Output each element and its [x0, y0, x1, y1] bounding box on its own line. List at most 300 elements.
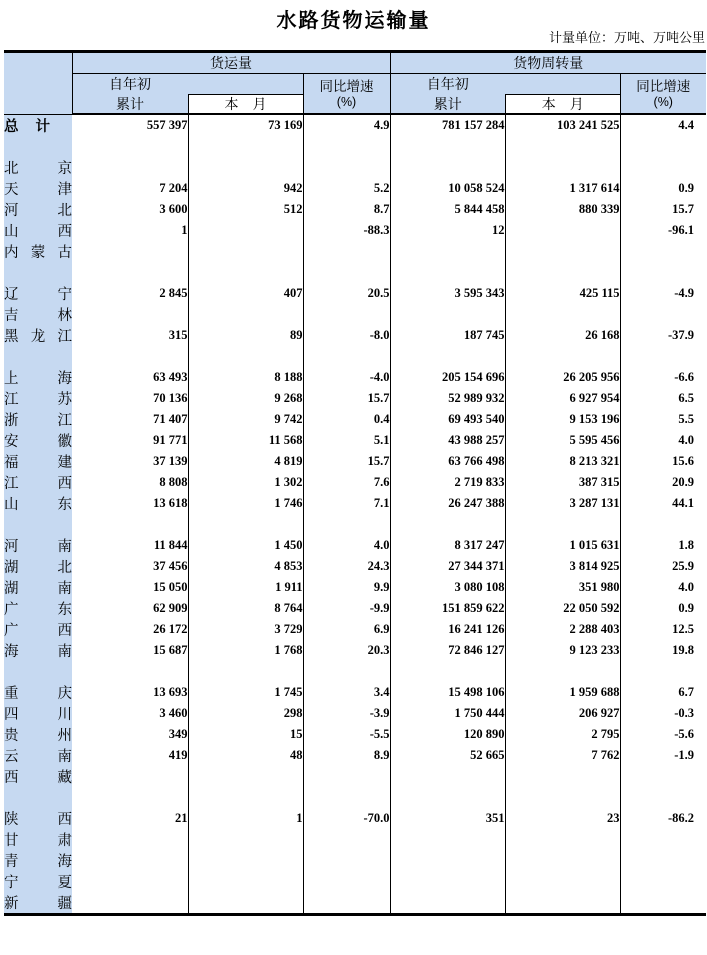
value-cell: -4.9: [674, 286, 695, 300]
value-cell: [188, 157, 303, 178]
value-cell: -3.9: [303, 703, 390, 724]
value-cell: 5 595 456: [505, 430, 620, 451]
value-cell: [390, 829, 505, 850]
value-cell: [303, 241, 390, 262]
value-cell: -0.3: [674, 706, 695, 720]
province-cell: [4, 787, 72, 808]
spacer-row: [4, 136, 706, 157]
value-cell: 387 315: [505, 472, 620, 493]
value-cell: 4.4: [678, 118, 695, 132]
value-cell: [390, 304, 505, 325]
table-row: [4, 114, 706, 136]
value-cell: [72, 304, 188, 325]
value-cell: [72, 766, 188, 787]
value-cell: -6.6: [674, 370, 695, 384]
value-cell: 407: [188, 283, 303, 304]
value-cell: [505, 661, 620, 682]
value-cell: 62 909: [72, 598, 188, 619]
value-cell: 12.5: [672, 622, 695, 636]
value-cell: -70.0: [303, 808, 390, 829]
value-cell: 7 762: [505, 745, 620, 766]
value-cell: 0.9: [678, 601, 695, 615]
value-cell: 351 980: [505, 577, 620, 598]
value-cell: 1 745: [188, 682, 303, 703]
value-cell: 4 819: [188, 451, 303, 472]
page-title: 水路货物运输量: [276, 10, 431, 32]
province-cell: [4, 661, 72, 682]
value-cell: [620, 787, 706, 808]
value-cell: 16 241 126: [390, 619, 505, 640]
value-cell: 2 719 833: [390, 472, 505, 493]
province-cell: 河 北: [4, 199, 72, 220]
value-cell: 11 568: [188, 430, 303, 451]
value-cell: 24.3: [303, 556, 390, 577]
value-cell: [303, 514, 390, 535]
province-cell: 福 建: [4, 451, 72, 472]
value-cell: [72, 346, 188, 367]
value-cell: 2 845: [72, 283, 188, 304]
value-cell: 0.9: [678, 181, 695, 195]
value-cell: [188, 766, 303, 787]
value-cell: 25.9: [672, 559, 695, 573]
value-cell: [303, 829, 390, 850]
value-cell: 26 247 388: [390, 493, 505, 514]
cumulative-label: 累计: [433, 95, 462, 112]
value-cell: [505, 892, 620, 915]
value-cell: [390, 262, 505, 283]
value-cell: [72, 850, 188, 871]
value-cell: 9 742: [188, 409, 303, 430]
value-cell: [620, 157, 706, 178]
table-row: [4, 640, 706, 661]
value-cell: [303, 787, 390, 808]
table-row: [4, 220, 706, 241]
value-cell: [390, 514, 505, 535]
table-row: [4, 493, 706, 514]
province-cell: 重 庆: [4, 682, 72, 703]
value-cell: 8 764: [188, 598, 303, 619]
value-cell: [303, 892, 390, 915]
value-cell: [390, 661, 505, 682]
table-row: [4, 157, 706, 178]
province-cell: 黑 龙 江: [4, 325, 72, 346]
value-cell: 63 766 498: [390, 451, 505, 472]
value-cell: [390, 241, 505, 262]
value-cell: [390, 871, 505, 892]
value-cell: [620, 829, 706, 850]
value-cell: 1.8: [678, 538, 695, 552]
value-cell: [303, 766, 390, 787]
table-row: [4, 535, 706, 556]
value-cell: 0.4: [303, 409, 390, 430]
value-cell: [188, 304, 303, 325]
value-cell: 73 169: [188, 114, 303, 136]
value-cell: 781 157 284: [390, 114, 505, 136]
value-cell: [72, 262, 188, 283]
value-cell: 1: [72, 220, 188, 241]
value-cell: 3.4: [303, 682, 390, 703]
table-row: [4, 619, 706, 640]
value-cell: 206 927: [505, 703, 620, 724]
province-cell: 总 计: [4, 114, 72, 136]
value-cell: 1 768: [188, 640, 303, 661]
value-cell: 298: [188, 703, 303, 724]
value-cell: 7.1: [303, 493, 390, 514]
value-cell: 8 808: [72, 472, 188, 493]
value-cell: 21: [72, 808, 188, 829]
value-cell: 880 339: [505, 199, 620, 220]
value-cell: [620, 892, 706, 915]
value-cell: [505, 262, 620, 283]
province-cell: 西 藏: [4, 766, 72, 787]
value-cell: 1 317 614: [505, 178, 620, 199]
value-cell: [505, 241, 620, 262]
value-cell: -1.9: [674, 748, 695, 762]
province-cell: [4, 262, 72, 283]
value-cell: [390, 346, 505, 367]
value-cell: 26 205 956: [505, 367, 620, 388]
value-cell: 1 450: [188, 535, 303, 556]
value-cell: [188, 241, 303, 262]
value-cell: 6 927 954: [505, 388, 620, 409]
value-cell: 315: [72, 325, 188, 346]
table-row: [4, 241, 706, 262]
value-cell: 3 595 343: [390, 283, 505, 304]
province-cell: 湖 北: [4, 556, 72, 577]
value-cell: 1 959 688: [505, 682, 620, 703]
value-cell: 2 288 403: [505, 619, 620, 640]
value-cell: 11 844: [72, 535, 188, 556]
value-cell: 1 746: [188, 493, 303, 514]
value-cell: 4.9: [303, 114, 390, 136]
value-cell: [188, 136, 303, 157]
value-cell: 26 172: [72, 619, 188, 640]
cumulative-label: 累计: [116, 95, 144, 112]
table-row: [4, 367, 706, 388]
value-cell: 12: [390, 220, 505, 241]
value-cell: [505, 346, 620, 367]
value-cell: 72 846 127: [390, 640, 505, 661]
freight-table: [4, 50, 706, 916]
value-cell: 19.8: [672, 643, 695, 657]
value-cell: [188, 892, 303, 915]
value-cell: [303, 871, 390, 892]
table-row: [4, 556, 706, 577]
province-cell: 吉 林: [4, 304, 72, 325]
value-cell: -5.6: [674, 727, 695, 741]
value-cell: 4 853: [188, 556, 303, 577]
value-cell: 37 456: [72, 556, 188, 577]
province-cell: 山 西: [4, 220, 72, 241]
value-cell: -88.3: [303, 220, 390, 241]
table-row: [4, 829, 706, 850]
value-cell: 27 344 371: [390, 556, 505, 577]
value-cell: [620, 136, 706, 157]
value-cell: 9 153 196: [505, 409, 620, 430]
value-cell: 13 693: [72, 682, 188, 703]
value-cell: 3 460: [72, 703, 188, 724]
value-cell: [620, 304, 706, 325]
province-cell: [4, 514, 72, 535]
value-cell: 8.9: [303, 745, 390, 766]
value-cell: 557 397: [72, 114, 188, 136]
value-cell: [620, 241, 706, 262]
value-cell: 5.2: [303, 178, 390, 199]
value-cell: 942: [188, 178, 303, 199]
value-cell: [303, 346, 390, 367]
value-cell: [303, 850, 390, 871]
value-cell: [72, 787, 188, 808]
province-cell: 江 苏: [4, 388, 72, 409]
province-cell: 甘 肃: [4, 829, 72, 850]
value-cell: 9.9: [303, 577, 390, 598]
province-cell: 海 南: [4, 640, 72, 661]
value-cell: 349: [72, 724, 188, 745]
value-cell: 37 139: [72, 451, 188, 472]
value-cell: -37.9: [667, 328, 695, 342]
value-cell: 351: [390, 808, 505, 829]
province-cell: 湖 南: [4, 577, 72, 598]
table-row: [4, 703, 706, 724]
table-row: [4, 850, 706, 871]
value-cell: 15 498 106: [390, 682, 505, 703]
value-cell: 15 687: [72, 640, 188, 661]
value-cell: 13 618: [72, 493, 188, 514]
group-header-freight-volume: 货运量: [72, 52, 390, 74]
table-row: [4, 682, 706, 703]
value-cell: 9 268: [188, 388, 303, 409]
value-cell: [620, 661, 706, 682]
value-cell: 15.7: [303, 388, 390, 409]
value-cell: 48: [188, 745, 303, 766]
value-cell: [620, 850, 706, 871]
table-row: [4, 451, 706, 472]
value-cell: 7.6: [303, 472, 390, 493]
value-cell: [303, 304, 390, 325]
province-cell: [4, 136, 72, 157]
value-cell: [620, 262, 706, 283]
spacer-row: [4, 514, 706, 535]
value-cell: [505, 787, 620, 808]
value-cell: 151 859 622: [390, 598, 505, 619]
value-cell: [72, 514, 188, 535]
province-cell: 广 西: [4, 619, 72, 640]
value-cell: [72, 871, 188, 892]
value-cell: 15 050: [72, 577, 188, 598]
spacer-row: [4, 346, 706, 367]
value-cell: [390, 136, 505, 157]
value-cell: [303, 157, 390, 178]
value-cell: 6.5: [678, 391, 695, 405]
value-cell: [303, 262, 390, 283]
value-cell: 8.7: [303, 199, 390, 220]
province-cell: 陕 西: [4, 808, 72, 829]
table-row: [4, 871, 706, 892]
province-cell: 内 蒙 古: [4, 241, 72, 262]
value-cell: 1 911: [188, 577, 303, 598]
growth-header-freight: [303, 74, 390, 115]
current-month-cell: 本 月: [505, 94, 620, 113]
value-cell: 1 015 631: [505, 535, 620, 556]
spacer-row: [4, 661, 706, 682]
province-cell: 山 东: [4, 493, 72, 514]
value-cell: [188, 661, 303, 682]
value-cell: [620, 346, 706, 367]
value-cell: [188, 850, 303, 871]
province-cell: 四 川: [4, 703, 72, 724]
value-cell: 20.5: [303, 283, 390, 304]
value-cell: [390, 157, 505, 178]
value-cell: 20.9: [672, 475, 695, 489]
table-row: [4, 577, 706, 598]
value-cell: -5.5: [303, 724, 390, 745]
group-header-row: [4, 52, 706, 74]
table-row: [4, 892, 706, 915]
since-year-start-label: 自年初: [109, 76, 151, 92]
province-cell: 新 疆: [4, 892, 72, 915]
value-cell: [505, 766, 620, 787]
value-cell: 2 795: [505, 724, 620, 745]
value-cell: [188, 871, 303, 892]
value-cell: [72, 136, 188, 157]
table-row: [4, 325, 706, 346]
value-cell: 5 844 458: [390, 199, 505, 220]
value-cell: [303, 661, 390, 682]
value-cell: [188, 262, 303, 283]
province-cell: 上 海: [4, 367, 72, 388]
table-row: [4, 724, 706, 745]
province-cell: 天 津: [4, 178, 72, 199]
value-cell: [72, 829, 188, 850]
value-cell: 8 317 247: [390, 535, 505, 556]
province-cell: 江 西: [4, 472, 72, 493]
growth-header-turnover: [620, 74, 706, 115]
value-cell: 89: [188, 325, 303, 346]
value-cell: 8 213 321: [505, 451, 620, 472]
value-cell: 70 136: [72, 388, 188, 409]
value-cell: 120 890: [390, 724, 505, 745]
cum-month-header-freight: [72, 74, 303, 115]
value-cell: 1 750 444: [390, 703, 505, 724]
value-cell: [505, 829, 620, 850]
table-row: [4, 388, 706, 409]
value-cell: 103 241 525: [505, 114, 620, 136]
yoy-growth-label: 同比增速: [319, 79, 374, 94]
province-cell: 河 南: [4, 535, 72, 556]
province-cell: 贵 州: [4, 724, 72, 745]
value-cell: 1 302: [188, 472, 303, 493]
value-cell: 69 493 540: [390, 409, 505, 430]
value-cell: 10 058 524: [390, 178, 505, 199]
value-cell: [390, 766, 505, 787]
value-cell: 20.3: [303, 640, 390, 661]
value-cell: 43 988 257: [390, 430, 505, 451]
value-cell: [505, 514, 620, 535]
value-cell: 512: [188, 199, 303, 220]
value-cell: 7 204: [72, 178, 188, 199]
table-row: [4, 199, 706, 220]
value-cell: 26 168: [505, 325, 620, 346]
value-cell: [505, 220, 620, 241]
value-cell: [188, 514, 303, 535]
value-cell: 419: [72, 745, 188, 766]
province-cell: 安 徽: [4, 430, 72, 451]
value-cell: [505, 157, 620, 178]
table-row: [4, 598, 706, 619]
value-cell: 4.0: [303, 535, 390, 556]
table-row: [4, 283, 706, 304]
value-cell: [505, 304, 620, 325]
value-cell: [72, 661, 188, 682]
value-cell: [188, 829, 303, 850]
table-row: [4, 304, 706, 325]
value-cell: 8 188: [188, 367, 303, 388]
province-cell: 北 京: [4, 157, 72, 178]
value-cell: -8.0: [303, 325, 390, 346]
province-cell: 辽 宁: [4, 283, 72, 304]
table-row: [4, 766, 706, 787]
cum-month-header-turnover: [390, 74, 620, 115]
table-row: [4, 745, 706, 766]
group-header-freight-turnover: 货物周转量: [390, 52, 706, 74]
value-cell: 3 729: [188, 619, 303, 640]
value-cell: [505, 136, 620, 157]
value-cell: 63 493: [72, 367, 188, 388]
value-cell: [505, 871, 620, 892]
value-cell: 6.7: [678, 685, 695, 699]
current-month-cell: 本 月: [188, 94, 303, 113]
value-cell: [303, 136, 390, 157]
table-row: [4, 178, 706, 199]
value-cell: 187 745: [390, 325, 505, 346]
value-cell: [188, 787, 303, 808]
table-row: [4, 472, 706, 493]
value-cell: 6.9: [303, 619, 390, 640]
value-cell: 5.1: [303, 430, 390, 451]
value-cell: 9 123 233: [505, 640, 620, 661]
value-cell: -9.9: [303, 598, 390, 619]
value-cell: 15.6: [672, 454, 695, 468]
value-cell: 1: [188, 808, 303, 829]
value-cell: [188, 346, 303, 367]
value-cell: -4.0: [303, 367, 390, 388]
value-cell: [390, 892, 505, 915]
table-row: [4, 808, 706, 829]
value-cell: 3 287 131: [505, 493, 620, 514]
yoy-growth-unit: (%): [336, 95, 357, 109]
value-cell: -96.1: [667, 223, 695, 237]
value-cell: 5.5: [678, 412, 695, 426]
value-cell: 44.1: [672, 496, 695, 510]
value-cell: 22 050 592: [505, 598, 620, 619]
unit-note: 计量单位：万吨、万吨公里: [548, 30, 705, 45]
value-cell: [72, 157, 188, 178]
table-body: [4, 114, 706, 915]
yoy-growth-unit: (%): [653, 95, 673, 109]
value-cell: 4.0: [678, 580, 695, 594]
table-row: [4, 409, 706, 430]
value-cell: 91 771: [72, 430, 188, 451]
value-cell: [620, 871, 706, 892]
value-cell: [72, 241, 188, 262]
value-cell: [620, 514, 706, 535]
value-cell: 3 600: [72, 199, 188, 220]
province-cell: 浙 江: [4, 409, 72, 430]
value-cell: 23: [505, 808, 620, 829]
value-cell: 15.7: [672, 202, 695, 216]
spacer-row: [4, 262, 706, 283]
spacer-row: [4, 787, 706, 808]
